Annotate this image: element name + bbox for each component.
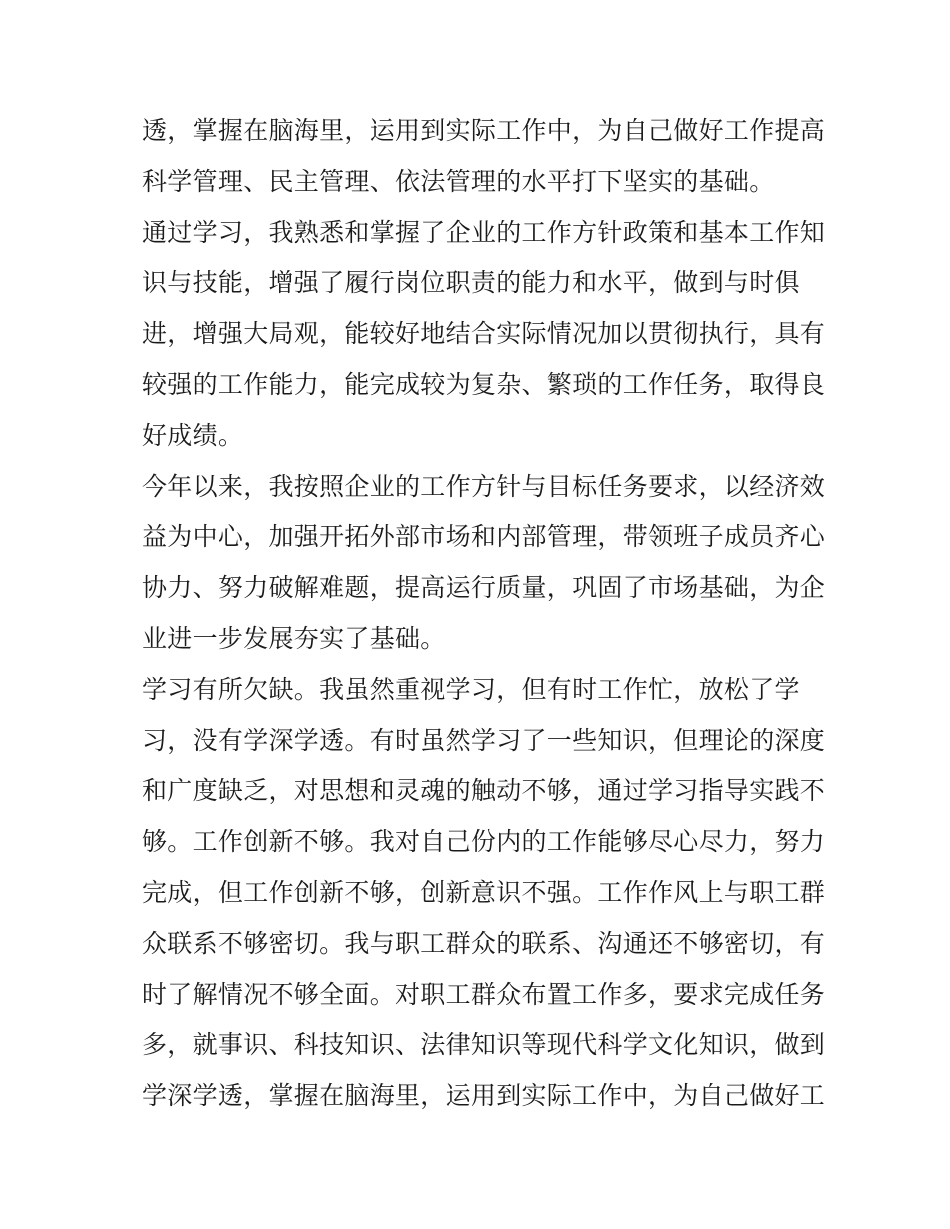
document-body [142, 106, 826, 1122]
text-line-2: 科学管理、民主管理、依法管理的水平打下坚实的基础。 [142, 166, 775, 196]
text-line-10: 协力、努力破解难题，提高运行质量，巩固了市场基础，为企 [142, 573, 826, 603]
text-line-17: 众联系不够密切。我与职工群众的联系、沟通还不够密切，有 [142, 928, 826, 958]
text-line-13: 习，没有学深学透。有时虽然学习了一些知识，但理论的深度 [142, 725, 826, 755]
text-line-9: 益为中心，加强开拓外部市场和内部管理，带领班子成员齐心 [142, 522, 826, 552]
text-line-6: 较强的工作能力，能完成较为复杂、繁琐的工作任务，取得良 [142, 369, 826, 399]
text-line-11: 业进一步发展夯实了基础。 [142, 623, 446, 653]
text-line-19: 多，就事识、科技知识、法律知识等现代科学文化知识，做到 [142, 1030, 826, 1060]
text-line-16: 完成，但工作创新不够，创新意识不强。工作作风上与职工群 [142, 877, 826, 907]
text-line-8: 今年以来，我按照企业的工作方针与目标任务要求，以经济效 [142, 471, 826, 501]
text-line-20: 学深学透，掌握在脑海里，运用到实际工作中，为自己做好工 [142, 1081, 826, 1111]
text-line-18: 时了解情况不够全面。对职工群众布置工作多，要求完成任务 [142, 979, 826, 1009]
text-line-12: 学习有所欠缺。我虽然重视学习，但有时工作忙，放松了学 [142, 674, 800, 704]
text-line-14: 和广度缺乏，对思想和灵魂的触动不够，通过学习指导实践不 [142, 776, 826, 806]
text-line-3: 通过学习，我熟悉和掌握了企业的工作方针政策和基本工作知 [142, 217, 826, 247]
text-line-15: 够。工作创新不够。我对自己份内的工作能够尽心尽力，努力 [142, 827, 826, 857]
text-line-4: 识与技能，增强了履行岗位职责的能力和水平，做到与时俱 [142, 268, 800, 298]
text-line-7: 好成绩。 [142, 420, 244, 450]
text-line-1: 透，掌握在脑海里，运用到实际工作中，为自己做好工作提高 [142, 116, 826, 145]
text-line-5: 进，增强大局观，能较好地结合实际情况加以贯彻执行，具有 [142, 319, 826, 349]
